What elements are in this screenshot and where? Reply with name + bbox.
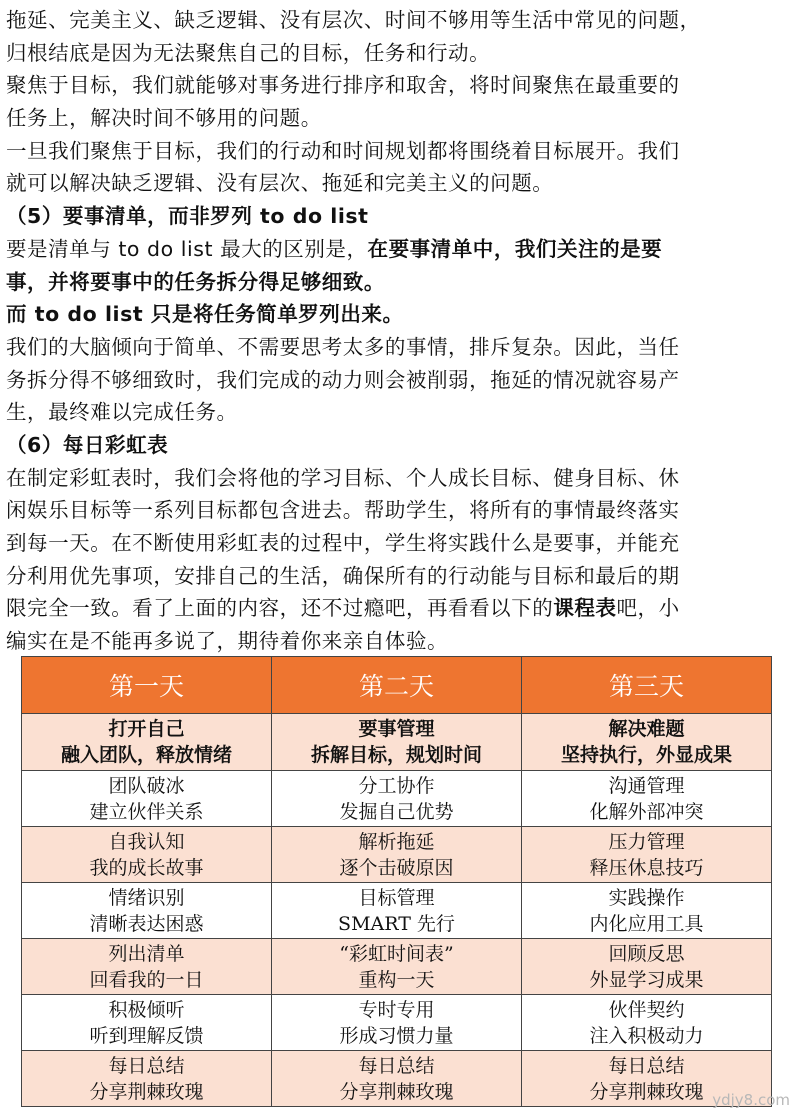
text-segment: 要是清单与 to do list 最大的区别是， [6,236,368,261]
text-segment: 生，最终难以完成任务。 [6,400,238,425]
cell-topic: 回顾反思 [608,942,685,965]
table-cell [522,771,772,827]
cell-detail: 内化应用工具 [589,912,704,935]
text-line [6,266,794,299]
cell-detail: 重构一天 [358,968,435,991]
table-cell [22,827,272,883]
table-cell [22,1051,272,1107]
subheader-theme: 打开自己 [108,718,185,740]
watermark: ydjy8.com [712,1091,790,1109]
cell-topic: 列出清单 [108,942,185,965]
cell-detail: 分享荆棘玫瑰 [89,1080,204,1103]
cell-topic: 每日总结 [608,1054,685,1077]
bold-text: 事，并将要事中的任务拆分得足够细致。 [6,269,385,294]
table-cell [22,995,272,1051]
text-line [6,37,794,70]
bold-text: 而 to do list 只是将任务简单罗列出来。 [6,302,404,327]
cell-topic: 解析拖延 [358,830,435,853]
cell-detail: 清晰表达困惑 [89,912,204,935]
table-cell [272,995,522,1051]
text-segment: 一旦我们聚焦于目标，我们的行动和时间规划都将围绕着目标展开。我们 [6,138,680,163]
table-cell [272,939,522,995]
cell-topic: 情绪识别 [108,886,185,909]
text-line [6,494,794,527]
text-line [6,135,794,168]
course-schedule-table [21,656,772,1107]
cell-detail: 听到理解反馈 [89,1024,204,1047]
table-row [22,883,772,939]
bold-text: （6）每日彩虹表 [6,432,169,457]
text-line [6,167,794,200]
cell-detail: 分享荆棘玫瑰 [339,1080,454,1103]
text-segment: 分利用优先事项，安排自己的生活，确保所有的行动能与目标和最后的期 [6,563,680,588]
subheader-theme: 要事管理 [358,718,435,740]
cell-topic: 自我认知 [108,830,185,853]
header-day-3: 第三天 [522,657,772,714]
cell-detail: 发掘自己优势 [339,800,454,823]
cell-detail: 化解外部冲突 [589,800,704,823]
cell-detail: 外显学习成果 [589,968,704,991]
cell-detail: 分享荆棘玫瑰 [589,1080,704,1103]
table-row [22,1051,772,1107]
cell-topic: 积极倾听 [108,998,185,1021]
text-segment: 闲娱乐目标等一系列目标都包含进去。帮助学生，将所有的事情最终落实 [6,498,680,523]
subheader-goal: 坚持执行，外显成果 [560,744,732,766]
subheader-day-1 [22,714,272,771]
text-segment: 聚焦于目标，我们就能够对事务进行排序和取舍，将时间聚焦在最重要的 [6,73,680,98]
text-line [6,102,794,135]
text-line [6,200,794,233]
text-line [6,69,794,102]
cell-topic: “彩虹时间表” [339,942,454,965]
cell-detail: 注入积极动力 [589,1024,704,1047]
cell-topic: 专时专用 [358,998,435,1021]
cell-detail: 逐个击破原因 [339,856,454,879]
cell-topic: 每日总结 [108,1054,185,1077]
text-segment: 任务上，解决时间不够用的问题。 [6,106,322,131]
text-line [6,560,794,593]
table-row [22,771,772,827]
table-row [22,995,772,1051]
table-cell [522,827,772,883]
cell-detail: 我的成长故事 [89,856,204,879]
subheader-day-3 [522,714,772,771]
text-segment: 吧，小 [616,596,680,621]
subheader-day-2 [272,714,522,771]
bold-text: （5）要事清单，而非罗列 to do list [6,204,369,229]
table-cell [22,883,272,939]
subheader-goal: 融入团队，释放情绪 [60,744,232,766]
text-line [6,4,794,37]
text-segment: 到每一天。在不断使用彩虹表的过程中，学生将实践什么是要事，并能充 [6,531,680,555]
cell-topic: 沟通管理 [608,774,685,797]
table-header-row [22,657,772,714]
cell-topic: 团队破冰 [108,774,185,797]
table-row [22,827,772,883]
bold-text: 课程表 [553,596,617,621]
cell-topic: 压力管理 [608,830,685,853]
cell-topic: 实践操作 [608,886,685,909]
text-segment: 归根结底是因为无法聚焦自己的目标，任务和行动。 [6,40,491,65]
cell-topic: 分工协作 [358,774,435,797]
table-row [22,939,772,995]
table-cell [522,939,772,995]
text-line [6,625,794,658]
text-line [6,429,794,462]
cell-topic: 伙伴契约 [608,998,685,1021]
text-segment: 限完全一致。看了上面的内容，还不过瘾吧，再看看以下的 [6,596,554,621]
table-cell [522,995,772,1051]
text-segment: 我们的大脑倾向于简单、不需要思考太多的事情，排斥复杂。因此，当任 [6,334,680,359]
cell-topic: 目标管理 [358,886,435,909]
text-segment: 在制定彩虹表时，我们会将他的学习目标、个人成长目标、健身目标、休 [6,465,680,490]
cell-detail: 释压休息技巧 [589,856,704,879]
cell-detail: 建立伙伴关系 [89,800,204,823]
cell-detail: 回看我的一日 [89,968,204,991]
text-segment: 就可以解决缺乏逻辑、没有层次、拖延和完美主义的问题。 [6,171,554,196]
text-line [6,233,794,266]
text-segment: 务拆分得不够细致时，我们完成的动力则会被削弱，拖延的情况就容易产 [6,367,680,392]
article-text [6,4,794,658]
text-line [6,462,794,495]
text-line [6,527,794,560]
table-cell [22,939,272,995]
text-line [6,364,794,397]
cell-detail: SMART 先行 [338,912,455,935]
table-subheader-row [22,714,772,771]
text-segment: 拖延、完美主义、缺乏逻辑、没有层次、时间不够用等生活中常见的问题， [6,8,701,32]
cell-topic: 每日总结 [358,1054,435,1077]
text-line [6,592,794,625]
table-cell [522,883,772,939]
text-line [6,298,794,331]
subheader-theme: 解决难题 [608,718,685,740]
table-cell [272,1051,522,1107]
text-line [6,396,794,429]
header-day-2: 第二天 [272,657,522,714]
table-cell [272,771,522,827]
bold-text: 在要事清单中，我们关注的是要 [367,236,663,261]
header-day-1: 第一天 [22,657,272,714]
table-cell [272,883,522,939]
table-cell [272,827,522,883]
table-cell [22,771,272,827]
cell-detail: 形成习惯力量 [339,1024,454,1047]
text-line [6,331,794,364]
subheader-goal: 拆解目标，规划时间 [310,744,482,766]
text-segment: 编实在是不能再多说了，期待着你来亲自体验。 [6,629,449,654]
